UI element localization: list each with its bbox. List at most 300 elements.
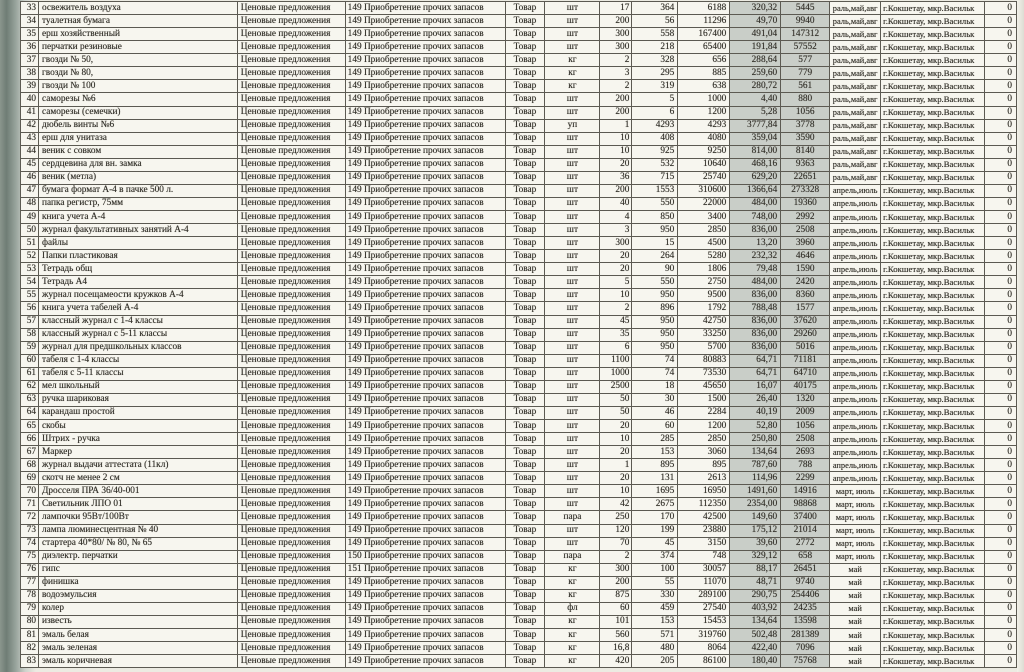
cell-purchase-months: март, июль <box>830 498 881 511</box>
cell-row-number: 40 <box>21 93 39 106</box>
cell-advance-payment: 0 <box>985 355 1017 368</box>
cell-row-number: 80 <box>21 616 39 629</box>
cell-unit: шт <box>545 172 600 185</box>
cell-adjusted-price: 5,28 <box>730 107 781 120</box>
cell-adjusted-price: 259,60 <box>730 67 781 80</box>
cell-row-number: 57 <box>21 316 39 329</box>
cell-item-type: Товар <box>506 329 546 342</box>
cell-adjusted-price: 48,71 <box>730 577 781 590</box>
cell-total-amount: 86100 <box>678 655 730 668</box>
cell-total-amount: 895 <box>678 459 730 472</box>
cell-procurement-method: Ценовые предложения <box>238 93 346 106</box>
cell-adjusted-total: 40175 <box>781 381 830 394</box>
cell-adjusted-price: 280,72 <box>730 80 781 93</box>
cell-procurement-method: Ценовые предложения <box>238 211 346 224</box>
cell-purchase-months: раль,май,авг <box>830 159 881 172</box>
cell-purchase-months: апрель,июль <box>830 263 881 276</box>
table-row <box>21 642 1017 655</box>
cell-delivery-location: г.Кокшетау, мкр.Васильк <box>881 159 985 172</box>
cell-budget-code: 149 Приобретение прочих запасов <box>346 446 506 459</box>
cell-adjusted-total: 9740 <box>781 577 830 590</box>
cell-adjusted-price: 232,32 <box>730 250 781 263</box>
cell-advance-payment: 0 <box>985 642 1017 655</box>
cell-delivery-location: г.Кокшетау, мкр.Васильк <box>881 146 985 159</box>
cell-quantity: 120 <box>600 525 632 538</box>
table-row <box>21 394 1017 407</box>
cell-adjusted-total: 273328 <box>781 185 830 198</box>
cell-item-type: Товар <box>506 394 546 407</box>
cell-item-type: Товар <box>506 302 546 315</box>
cell-advance-payment: 0 <box>985 276 1017 289</box>
cell-unit-price: 950 <box>632 224 678 237</box>
cell-item-type: Товар <box>506 2 546 15</box>
cell-adjusted-price: 3777,84 <box>730 120 781 133</box>
cell-adjusted-price: 40,19 <box>730 407 781 420</box>
cell-total-amount: 73530 <box>678 368 730 381</box>
cell-total-amount: 25740 <box>678 172 730 185</box>
cell-item-name: дюбель винты №6 <box>39 120 238 133</box>
cell-adjusted-total: 71181 <box>781 355 830 368</box>
cell-unit: шт <box>545 302 600 315</box>
cell-budget-code: 149 Приобретение прочих запасов <box>346 459 506 472</box>
cell-item-name: веник с совком <box>39 146 238 159</box>
cell-row-number: 77 <box>21 577 39 590</box>
cell-advance-payment: 0 <box>985 146 1017 159</box>
cell-adjusted-price: 836,00 <box>730 289 781 302</box>
cell-advance-payment: 0 <box>985 472 1017 485</box>
cell-delivery-location: г.Кокшетау, мкр.Васильк <box>881 250 985 263</box>
table-row <box>21 616 1017 629</box>
cell-budget-code: 149 Приобретение прочих запасов <box>346 603 506 616</box>
cell-total-amount: 10640 <box>678 159 730 172</box>
cell-adjusted-total: 3590 <box>781 133 830 146</box>
cell-total-amount: 1792 <box>678 302 730 315</box>
cell-row-number: 76 <box>21 564 39 577</box>
cell-quantity: 10 <box>600 433 632 446</box>
cell-adjusted-price: 1491,60 <box>730 485 781 498</box>
cell-delivery-location: г.Кокшетау, мкр.Васильк <box>881 41 985 54</box>
cell-total-amount: 42750 <box>678 316 730 329</box>
cell-adjusted-price: 484,00 <box>730 198 781 211</box>
cell-unit-price: 74 <box>632 355 678 368</box>
cell-purchase-months: апрель,июль <box>830 211 881 224</box>
cell-adjusted-price: 484,00 <box>730 276 781 289</box>
cell-item-name: гвозди № 80, <box>39 67 238 80</box>
cell-delivery-location: г.Кокшетау, мкр.Васильк <box>881 211 985 224</box>
cell-row-number: 49 <box>21 211 39 224</box>
cell-item-name: табеля с 5-11 классы <box>39 368 238 381</box>
cell-purchase-months: май <box>830 590 881 603</box>
cell-advance-payment: 0 <box>985 107 1017 120</box>
cell-delivery-location: г.Кокшетау, мкр.Васильк <box>881 368 985 381</box>
cell-delivery-location: г.Кокшетау, мкр.Васильк <box>881 407 985 420</box>
cell-adjusted-total: 9363 <box>781 159 830 172</box>
cell-item-type: Товар <box>506 642 546 655</box>
cell-quantity: 3 <box>600 224 632 237</box>
cell-delivery-location: г.Кокшетау, мкр.Васильк <box>881 80 985 93</box>
cell-quantity: 2500 <box>600 381 632 394</box>
cell-row-number: 62 <box>21 381 39 394</box>
cell-unit-price: 480 <box>632 642 678 655</box>
table-row <box>21 511 1017 524</box>
cell-total-amount: 5700 <box>678 342 730 355</box>
cell-unit: кг <box>545 80 600 93</box>
cell-total-amount: 11296 <box>678 15 730 28</box>
cell-quantity: 875 <box>600 590 632 603</box>
table-row <box>21 551 1017 564</box>
cell-total-amount: 656 <box>678 54 730 67</box>
cell-procurement-method: Ценовые предложения <box>238 459 346 472</box>
cell-row-number: 75 <box>21 551 39 564</box>
table-row <box>21 263 1017 276</box>
cell-unit-price: 850 <box>632 211 678 224</box>
cell-item-type: Товар <box>506 603 546 616</box>
cell-purchase-months: апрель,июль <box>830 185 881 198</box>
cell-quantity: 10 <box>600 133 632 146</box>
cell-item-name: Светильник ЛПО 01 <box>39 498 238 511</box>
cell-total-amount: 9500 <box>678 289 730 302</box>
cell-item-name: журнал факультативных занятий А-4 <box>39 224 238 237</box>
cell-advance-payment: 0 <box>985 2 1017 15</box>
cell-total-amount: 748 <box>678 551 730 564</box>
cell-adjusted-total: 24235 <box>781 603 830 616</box>
cell-purchase-months: апрель,июль <box>830 237 881 250</box>
cell-quantity: 60 <box>600 603 632 616</box>
cell-purchase-months: март, июль <box>830 485 881 498</box>
cell-unit-price: 285 <box>632 433 678 446</box>
cell-total-amount: 15453 <box>678 616 730 629</box>
cell-total-amount: 5280 <box>678 250 730 263</box>
cell-row-number: 73 <box>21 525 39 538</box>
cell-advance-payment: 0 <box>985 381 1017 394</box>
cell-unit: фл <box>545 603 600 616</box>
cell-item-type: Товар <box>506 420 546 433</box>
cell-item-name: перчатки резиновые <box>39 41 238 54</box>
cell-quantity: 20 <box>600 263 632 276</box>
cell-adjusted-total: 577 <box>781 54 830 67</box>
cell-row-number: 55 <box>21 289 39 302</box>
cell-adjusted-price: 468,16 <box>730 159 781 172</box>
cell-procurement-method: Ценовые предложения <box>238 2 346 15</box>
cell-item-name: эмаль белая <box>39 629 238 642</box>
procurement-table <box>20 1 1017 668</box>
cell-adjusted-total: 8360 <box>781 289 830 302</box>
cell-item-name: освежитель воздуха <box>39 2 238 15</box>
cell-adjusted-total: 788 <box>781 459 830 472</box>
table-row <box>21 80 1017 93</box>
cell-adjusted-price: 814,00 <box>730 146 781 159</box>
cell-budget-code: 149 Приобретение прочих запасов <box>346 498 506 511</box>
cell-unit-price: 408 <box>632 133 678 146</box>
cell-unit: кг <box>545 642 600 655</box>
cell-budget-code: 149 Приобретение прочих запасов <box>346 2 506 15</box>
cell-delivery-location: г.Кокшетау, мкр.Васильк <box>881 472 985 485</box>
cell-unit-price: 30 <box>632 394 678 407</box>
cell-item-name: журнал выдачи аттестата (11кл) <box>39 459 238 472</box>
cell-purchase-months: апрель,июль <box>830 394 881 407</box>
cell-total-amount: 112350 <box>678 498 730 511</box>
cell-delivery-location: г.Кокшетау, мкр.Васильк <box>881 394 985 407</box>
cell-total-amount: 9250 <box>678 146 730 159</box>
cell-unit: шт <box>545 211 600 224</box>
cell-item-type: Товар <box>506 577 546 590</box>
cell-unit: шт <box>545 41 600 54</box>
cell-purchase-months: апрель,июль <box>830 368 881 381</box>
table-row <box>21 172 1017 185</box>
cell-delivery-location: г.Кокшетау, мкр.Васильк <box>881 107 985 120</box>
cell-total-amount: 16950 <box>678 485 730 498</box>
cell-unit-price: 330 <box>632 590 678 603</box>
table-row <box>21 590 1017 603</box>
cell-delivery-location: г.Кокшетау, мкр.Васильк <box>881 551 985 564</box>
cell-quantity: 36 <box>600 172 632 185</box>
cell-advance-payment: 0 <box>985 368 1017 381</box>
cell-purchase-months: май <box>830 642 881 655</box>
cell-adjusted-price: 629,20 <box>730 172 781 185</box>
cell-adjusted-total: 2009 <box>781 407 830 420</box>
cell-unit-price: 374 <box>632 551 678 564</box>
cell-item-name: Штрих - ручка <box>39 433 238 446</box>
cell-unit-price: 205 <box>632 655 678 668</box>
cell-total-amount: 33250 <box>678 329 730 342</box>
cell-item-type: Товар <box>506 172 546 185</box>
cell-quantity: 20 <box>600 446 632 459</box>
cell-unit: кг <box>545 577 600 590</box>
cell-purchase-months: раль,май,авг <box>830 28 881 41</box>
cell-total-amount: 23880 <box>678 525 730 538</box>
cell-procurement-method: Ценовые предложения <box>238 616 346 629</box>
cell-row-number: 81 <box>21 629 39 642</box>
cell-procurement-method: Ценовые предложения <box>238 564 346 577</box>
cell-adjusted-total: 3960 <box>781 237 830 250</box>
cell-unit-price: 131 <box>632 472 678 485</box>
cell-unit: шт <box>545 250 600 263</box>
cell-delivery-location: г.Кокшетау, мкр.Васильк <box>881 15 985 28</box>
cell-unit: шт <box>545 355 600 368</box>
cell-adjusted-price: 403,92 <box>730 603 781 616</box>
cell-quantity: 200 <box>600 93 632 106</box>
cell-delivery-location: г.Кокшетау, мкр.Васильк <box>881 93 985 106</box>
cell-budget-code: 149 Приобретение прочих запасов <box>346 80 506 93</box>
cell-advance-payment: 0 <box>985 80 1017 93</box>
cell-adjusted-total: 75768 <box>781 655 830 668</box>
table-row <box>21 355 1017 368</box>
cell-quantity: 300 <box>600 564 632 577</box>
cell-procurement-method: Ценовые предложения <box>238 289 346 302</box>
table-row <box>21 368 1017 381</box>
cell-item-type: Товар <box>506 446 546 459</box>
cell-unit: шт <box>545 15 600 28</box>
table-row <box>21 54 1017 67</box>
cell-budget-code: 149 Приобретение прочих запасов <box>346 381 506 394</box>
cell-budget-code: 149 Приобретение прочих запасов <box>346 407 506 420</box>
cell-unit-price: 532 <box>632 159 678 172</box>
cell-procurement-method: Ценовые предложения <box>238 472 346 485</box>
cell-budget-code: 149 Приобретение прочих запасов <box>346 289 506 302</box>
cell-budget-code: 149 Приобретение прочих запасов <box>346 211 506 224</box>
page-right-edge <box>1017 0 1024 672</box>
cell-unit-price: 319 <box>632 80 678 93</box>
cell-unit: кг <box>545 629 600 642</box>
cell-advance-payment: 0 <box>985 590 1017 603</box>
cell-budget-code: 149 Приобретение прочих запасов <box>346 41 506 54</box>
cell-row-number: 58 <box>21 329 39 342</box>
cell-purchase-months: раль,май,авг <box>830 80 881 93</box>
cell-purchase-months: раль,май,авг <box>830 54 881 67</box>
cell-item-name: файлы <box>39 237 238 250</box>
cell-unit-price: 153 <box>632 616 678 629</box>
cell-adjusted-price: 180,40 <box>730 655 781 668</box>
cell-unit-price: 895 <box>632 459 678 472</box>
table-row <box>21 577 1017 590</box>
cell-delivery-location: г.Кокшетау, мкр.Васильк <box>881 642 985 655</box>
cell-purchase-months: раль,май,авг <box>830 120 881 133</box>
cell-item-type: Товар <box>506 41 546 54</box>
cell-adjusted-price: 52,80 <box>730 420 781 433</box>
cell-budget-code: 149 Приобретение прочих запасов <box>346 538 506 551</box>
table-row <box>21 107 1017 120</box>
cell-adjusted-total: 14916 <box>781 485 830 498</box>
cell-adjusted-price: 26,40 <box>730 394 781 407</box>
cell-purchase-months: апрель,июль <box>830 420 881 433</box>
cell-item-name: Тетрадь общ <box>39 263 238 276</box>
cell-total-amount: 4500 <box>678 237 730 250</box>
cell-item-type: Товар <box>506 107 546 120</box>
cell-procurement-method: Ценовые предложения <box>238 54 346 67</box>
cell-unit-price: 459 <box>632 603 678 616</box>
cell-budget-code: 149 Приобретение прочих запасов <box>346 107 506 120</box>
cell-budget-code: 149 Приобретение прочих запасов <box>346 433 506 446</box>
cell-unit-price: 950 <box>632 329 678 342</box>
cell-unit-price: 715 <box>632 172 678 185</box>
cell-advance-payment: 0 <box>985 394 1017 407</box>
cell-procurement-method: Ценовые предложения <box>238 655 346 668</box>
cell-row-number: 34 <box>21 15 39 28</box>
table-row <box>21 93 1017 106</box>
cell-adjusted-total: 1590 <box>781 263 830 276</box>
cell-item-type: Товар <box>506 511 546 524</box>
cell-procurement-method: Ценовые предложения <box>238 577 346 590</box>
cell-advance-payment: 0 <box>985 616 1017 629</box>
table-row <box>21 381 1017 394</box>
cell-procurement-method: Ценовые предложения <box>238 67 346 80</box>
cell-advance-payment: 0 <box>985 564 1017 577</box>
cell-purchase-months: апрель,июль <box>830 381 881 394</box>
cell-row-number: 44 <box>21 146 39 159</box>
cell-adjusted-total: 5016 <box>781 342 830 355</box>
cell-purchase-months: апрель,июль <box>830 355 881 368</box>
cell-quantity: 2 <box>600 80 632 93</box>
cell-item-name: лампа люминесцентная № 40 <box>39 525 238 538</box>
cell-delivery-location: г.Кокшетау, мкр.Васильк <box>881 498 985 511</box>
cell-advance-payment: 0 <box>985 237 1017 250</box>
cell-row-number: 61 <box>21 368 39 381</box>
cell-item-name: скобы <box>39 420 238 433</box>
cell-row-number: 82 <box>21 642 39 655</box>
cell-unit-price: 364 <box>632 2 678 15</box>
cell-delivery-location: г.Кокшетау, мкр.Васильк <box>881 446 985 459</box>
cell-unit-price: 45 <box>632 538 678 551</box>
cell-budget-code: 149 Приобретение прочих запасов <box>346 237 506 250</box>
cell-procurement-method: Ценовые предложения <box>238 172 346 185</box>
cell-total-amount: 1200 <box>678 107 730 120</box>
cell-item-type: Товар <box>506 342 546 355</box>
cell-delivery-location: г.Кокшетау, мкр.Васильк <box>881 198 985 211</box>
cell-purchase-months: апрель,июль <box>830 250 881 263</box>
cell-advance-payment: 0 <box>985 93 1017 106</box>
cell-delivery-location: г.Кокшетау, мкр.Васильк <box>881 485 985 498</box>
cell-adjusted-price: 502,48 <box>730 629 781 642</box>
table-row <box>21 146 1017 159</box>
cell-procurement-method: Ценовые предложения <box>238 525 346 538</box>
cell-total-amount: 11070 <box>678 577 730 590</box>
table-row <box>21 629 1017 642</box>
cell-adjusted-price: 748,00 <box>730 211 781 224</box>
cell-unit-price: 15 <box>632 237 678 250</box>
cell-item-type: Товар <box>506 93 546 106</box>
cell-adjusted-price: 2354,00 <box>730 498 781 511</box>
cell-total-amount: 1500 <box>678 394 730 407</box>
cell-total-amount: 1000 <box>678 93 730 106</box>
cell-unit: шт <box>545 394 600 407</box>
table-row <box>21 133 1017 146</box>
cell-item-type: Товар <box>506 564 546 577</box>
cell-total-amount: 1200 <box>678 420 730 433</box>
cell-unit-price: 6 <box>632 107 678 120</box>
cell-quantity: 10 <box>600 485 632 498</box>
cell-adjusted-price: 329,12 <box>730 551 781 564</box>
cell-item-type: Товар <box>506 472 546 485</box>
cell-adjusted-total: 26451 <box>781 564 830 577</box>
cell-adjusted-total: 13598 <box>781 616 830 629</box>
cell-item-type: Товар <box>506 276 546 289</box>
cell-advance-payment: 0 <box>985 538 1017 551</box>
cell-quantity: 1 <box>600 459 632 472</box>
cell-unit: шт <box>545 407 600 420</box>
cell-unit-price: 295 <box>632 67 678 80</box>
cell-adjusted-price: 64,71 <box>730 368 781 381</box>
cell-item-name: веник (метла) <box>39 172 238 185</box>
cell-item-type: Товар <box>506 355 546 368</box>
cell-unit-price: 100 <box>632 564 678 577</box>
cell-procurement-method: Ценовые предложения <box>238 198 346 211</box>
cell-item-name: ручка шариковая <box>39 394 238 407</box>
cell-row-number: 60 <box>21 355 39 368</box>
cell-row-number: 41 <box>21 107 39 120</box>
cell-delivery-location: г.Кокшетау, мкр.Васильк <box>881 355 985 368</box>
table-row <box>21 302 1017 315</box>
cell-item-type: Товар <box>506 459 546 472</box>
cell-budget-code: 149 Приобретение прочих запасов <box>346 120 506 133</box>
cell-budget-code: 149 Приобретение прочих запасов <box>346 54 506 67</box>
cell-unit: шт <box>545 185 600 198</box>
cell-advance-payment: 0 <box>985 577 1017 590</box>
cell-row-number: 66 <box>21 433 39 446</box>
cell-purchase-months: май <box>830 616 881 629</box>
cell-adjusted-price: 836,00 <box>730 329 781 342</box>
cell-quantity: 3 <box>600 67 632 80</box>
cell-adjusted-price: 134,64 <box>730 446 781 459</box>
cell-advance-payment: 0 <box>985 54 1017 67</box>
table-row <box>21 538 1017 551</box>
cell-adjusted-total: 1056 <box>781 107 830 120</box>
cell-delivery-location: г.Кокшетау, мкр.Васильк <box>881 603 985 616</box>
cell-purchase-months: апрель,июль <box>830 407 881 420</box>
cell-item-name: гипс <box>39 564 238 577</box>
cell-delivery-location: г.Кокшетау, мкр.Васильк <box>881 590 985 603</box>
cell-item-name: колер <box>39 603 238 616</box>
cell-procurement-method: Ценовые предложения <box>238 302 346 315</box>
